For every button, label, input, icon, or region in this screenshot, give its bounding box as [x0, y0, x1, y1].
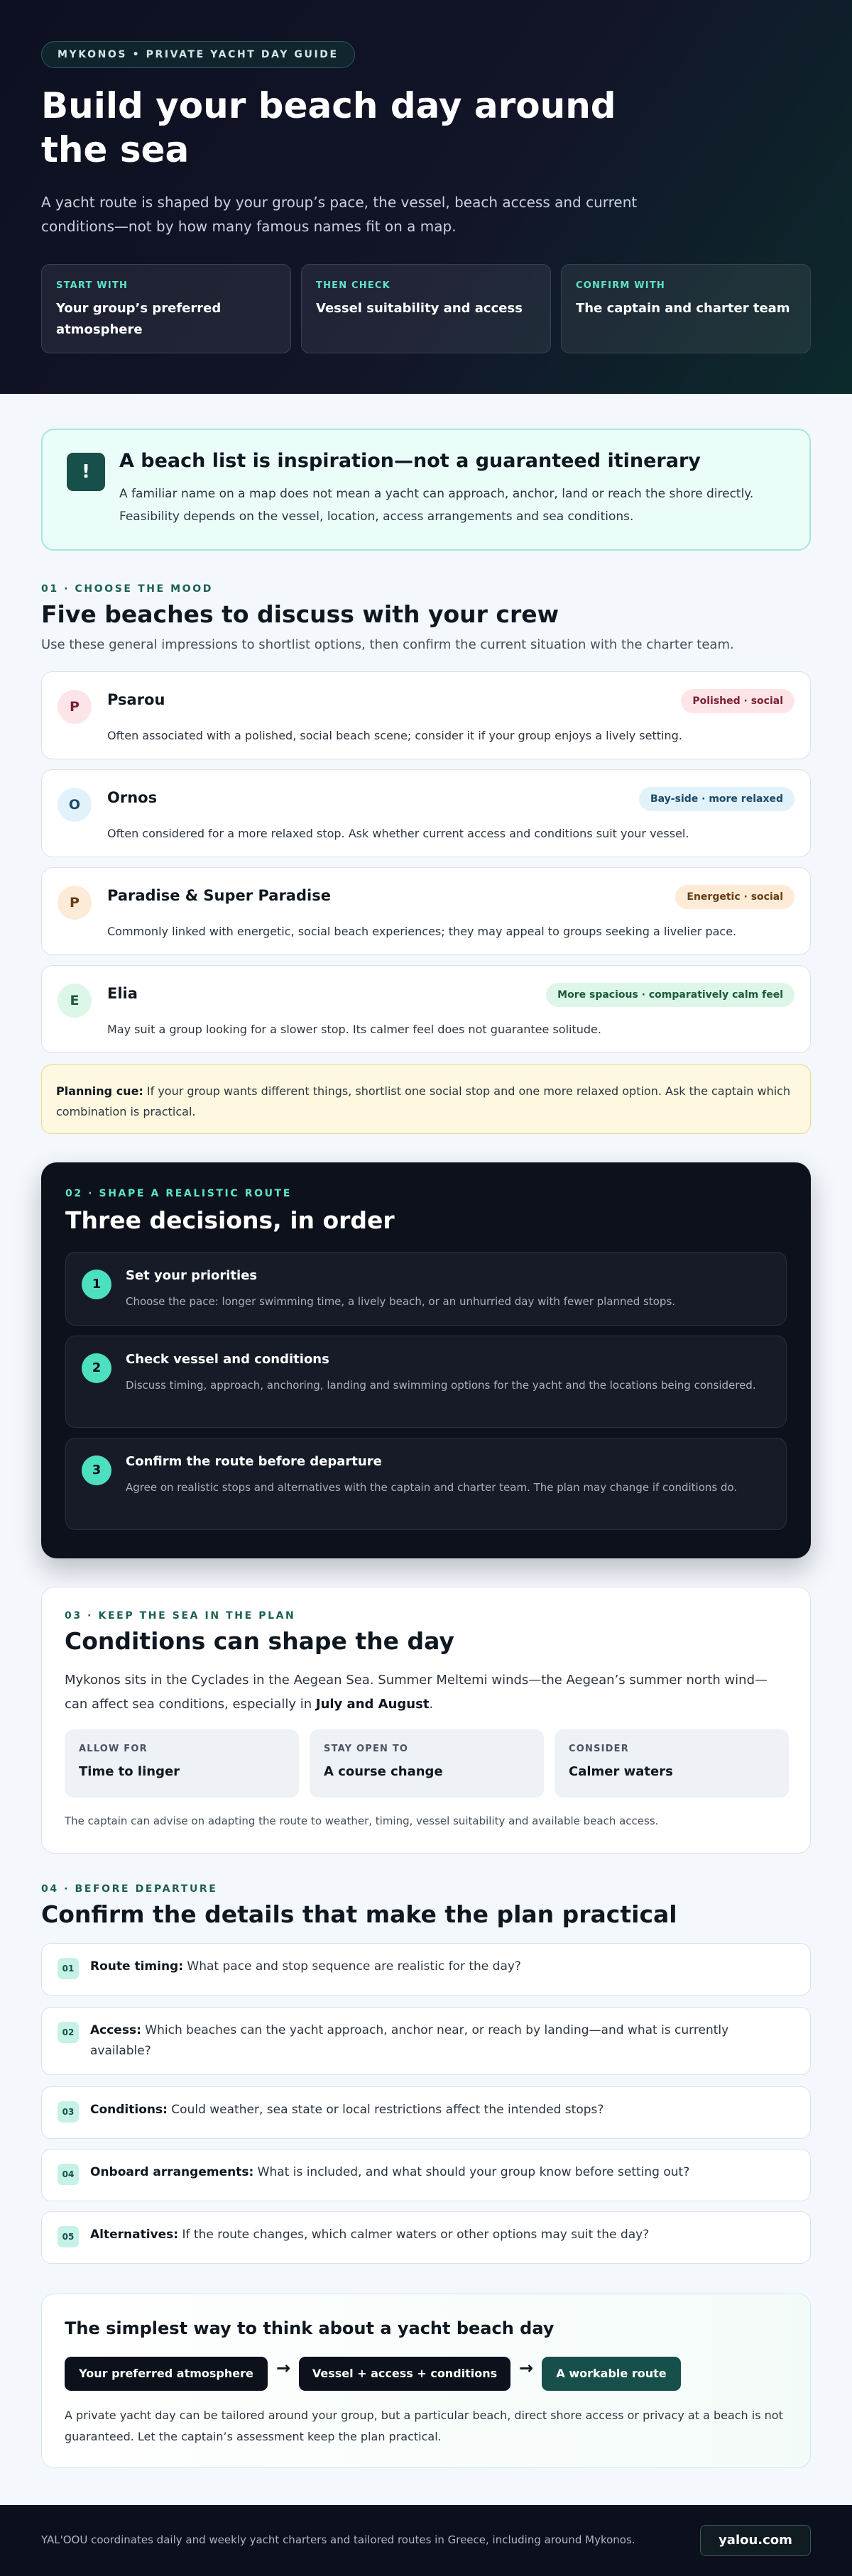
step-number: 2 [82, 1353, 111, 1383]
beach-description: Often associated with a polished, social beach scene; consider it if your group enjoys a lively setting. [107, 729, 682, 742]
conditions-section [41, 1587, 811, 1854]
checklist-question: Could weather, sea state or local restrictions affect the intended stops? [167, 2103, 604, 2117]
hero-card-check [301, 264, 551, 353]
checklist-label: Access: [90, 2023, 141, 2037]
beach-avatar: E [58, 984, 92, 1018]
beach-tag: More spacious · comparatively calm feel [546, 983, 794, 1007]
departure-title: Confirm the details that make the plan practical [41, 1900, 677, 1928]
hero-title: Build your beach day around the sea [41, 85, 616, 170]
route-step [65, 1336, 787, 1428]
route-step [65, 1438, 787, 1530]
conditions-eyebrow: 03 · KEEP THE SEA IN THE PLAN [65, 1610, 296, 1622]
checklist-text [90, 1956, 793, 1977]
hero-card-value: The captain and charter team [576, 301, 790, 316]
exclamation-icon: ! [67, 453, 105, 491]
beach-avatar: P [58, 690, 92, 724]
inspiration-notice [41, 429, 811, 551]
checklist-text [90, 2100, 793, 2120]
checklist-label: Onboard arrangements: [90, 2165, 254, 2179]
checklist-text [90, 2225, 793, 2245]
step-description: Discuss timing, approach, anchoring, landing and swimming options for the yacht and the locations being considered. [126, 1379, 756, 1392]
footer-text: YAL'OOU coordinates daily and weekly yacht charters and tailored routes in Greece, including around Mykonos. [41, 2533, 635, 2546]
step-number: 1 [82, 1270, 111, 1299]
brand-link[interactable]: yalou.com [700, 2525, 811, 2556]
beach-card-paradise[interactable] [41, 867, 811, 955]
route-eyebrow: 02 · SHAPE A REALISTIC ROUTE [65, 1188, 292, 1199]
step-title: Check vessel and conditions [126, 1352, 329, 1367]
checklist-label: Alternatives: [90, 2228, 179, 2242]
step-title: Set your priorities [126, 1268, 258, 1283]
mood-eyebrow: 01 · CHOOSE THE MOOD [41, 583, 213, 595]
beach-name: Paradise & Super Paradise [107, 887, 331, 904]
conditions-months: July and August [315, 1697, 430, 1712]
condition-option [65, 1729, 299, 1798]
beach-description: Often considered for a more relaxed stop. Ask whether current access and conditions suit your vessel. [107, 827, 689, 840]
summary-pill-atmosphere: Your preferred atmosphere [65, 2357, 268, 2391]
conditions-body-end: . [429, 1697, 434, 1712]
route-section [41, 1162, 811, 1558]
beach-tag: Polished · social [681, 689, 794, 713]
checklist-number: 03 [58, 2101, 79, 2123]
conditions-title: Conditions can shape the day [65, 1627, 454, 1655]
checklist-item [41, 1943, 811, 1996]
checklist-label: Conditions: [90, 2103, 168, 2117]
footer [0, 2505, 852, 2576]
notice-body: A familiar name on a map does not mean a yacht can approach, anchor, land or reach the shore directly. Feasibility depends on the vessel, location, access arrangements and sea conditions. [119, 487, 754, 524]
beach-card-psarou[interactable] [41, 671, 811, 759]
summary-title: The simplest way to think about a yacht beach day [65, 2318, 555, 2338]
checklist-number: 02 [58, 2022, 79, 2043]
summary-pill-route: A workable route [542, 2357, 681, 2391]
checklist-item [41, 2149, 811, 2201]
beach-name: Ornos [107, 789, 158, 806]
beach-tag: Energetic · social [675, 885, 794, 909]
checklist-number: 05 [58, 2226, 79, 2247]
step-number: 3 [82, 1455, 111, 1485]
beach-description: May suit a group looking for a slower stop. Its calmer feel does not guarantee solitude. [107, 1023, 601, 1036]
hero-card-label: START WITH [56, 280, 129, 291]
beach-tag: Bay-side · more relaxed [639, 787, 794, 811]
planning-cue [41, 1064, 811, 1134]
option-value: A course change [324, 1764, 443, 1779]
checklist-item [41, 2211, 811, 2264]
mood-title: Five beaches to discuss with your crew [41, 600, 559, 628]
beach-card-ornos[interactable] [41, 769, 811, 857]
planning-cue-label: Planning cue: [56, 1084, 143, 1098]
hero-card-value: Vessel suitability and access [316, 301, 523, 316]
hero-card-label: CONFIRM WITH [576, 280, 665, 291]
hero-card-start [41, 264, 291, 353]
arrow-right-icon: → [519, 2358, 534, 2378]
hero-kicker: MYKONOS • PRIVATE YACHT DAY GUIDE [41, 41, 355, 68]
beach-name: Elia [107, 985, 138, 1002]
simplest-summary [41, 2294, 811, 2468]
summary-footnote: A private yacht day can be tailored around your group, but a particular beach, direct shore access or privacy at a beach is not guaranteed. Let the captain’s assessment keep the plan practical. [65, 2409, 783, 2443]
option-value: Calmer waters [569, 1764, 673, 1779]
step-title: Confirm the route before departure [126, 1454, 382, 1469]
step-description: Choose the pace: longer swimming time, a lively beach, or an unhurried day with fewer planned stops. [126, 1295, 676, 1308]
condition-option [555, 1729, 789, 1798]
notice-title: A beach list is inspiration—not a guaranteed itinerary [119, 450, 701, 472]
hero-card-value: Your group’s preferred atmosphere [56, 301, 222, 337]
checklist-number: 04 [58, 2164, 79, 2185]
conditions-body-text: Mykonos sits in the Cyclades in the Aegean Sea. Summer Meltemi winds—the Aegean’s summer north wind—can affect sea conditions, especially in [65, 1673, 768, 1712]
beach-description: Commonly linked with energetic, social beach experiences; they may appeal to groups seeking a livelier pace. [107, 925, 737, 938]
checklist-question: What is included, and what should your group know before setting out? [253, 2165, 690, 2179]
hero-card-label: THEN CHECK [316, 280, 390, 291]
beach-name: Psarou [107, 691, 165, 708]
checklist-item [41, 2086, 811, 2139]
departure-eyebrow: 04 · BEFORE DEPARTURE [41, 1883, 218, 1895]
conditions-body [65, 1668, 789, 1717]
hero-section [0, 0, 852, 394]
checklist-label: Route timing: [90, 1959, 184, 1974]
checklist-text [90, 2020, 793, 2062]
condition-option [310, 1729, 544, 1798]
arrow-right-icon: → [276, 2358, 291, 2378]
beach-avatar: P [58, 886, 92, 920]
beach-avatar: O [58, 788, 92, 822]
checklist-number: 01 [58, 1958, 79, 1979]
route-title: Three decisions, in order [65, 1206, 395, 1234]
checklist-question: Which beaches can the yacht approach, anchor near, or reach by landing—and what is currently available? [90, 2023, 729, 2058]
checklist-question: What pace and stop sequence are realistic for the day? [183, 1959, 521, 1974]
option-value: Time to linger [79, 1764, 180, 1779]
summary-pill-vessel: Vessel + access + conditions [299, 2357, 510, 2391]
option-label: ALLOW FOR [79, 1744, 148, 1754]
hero-card-confirm [561, 264, 811, 353]
route-step [65, 1252, 787, 1326]
step-description: Agree on realistic stops and alternatives with the captain and charter team. The plan may change if conditions do. [126, 1481, 738, 1494]
option-label: STAY OPEN TO [324, 1744, 409, 1754]
beach-card-elia[interactable] [41, 965, 811, 1053]
hero-subtitle: A yacht route is shaped by your group’s pace, the vessel, beach access and current conditions—not by how many famous names fit on a map. [41, 194, 638, 235]
conditions-footnote: The captain can advise on adapting the route to weather, timing, vessel suitability and available beach access. [65, 1815, 659, 1827]
planning-cue-text: If your group wants different things, shortlist one social stop and one more relaxed option. Ask the captain which combination is practical. [56, 1084, 791, 1118]
checklist-question: If the route changes, which calmer waters or other options may suit the day? [178, 2228, 650, 2242]
mood-subtitle: Use these general impressions to shortlist options, then confirm the current situation with the charter team. [41, 637, 734, 652]
option-label: CONSIDER [569, 1744, 629, 1754]
checklist-text [90, 2162, 793, 2183]
checklist-item [41, 2007, 811, 2075]
